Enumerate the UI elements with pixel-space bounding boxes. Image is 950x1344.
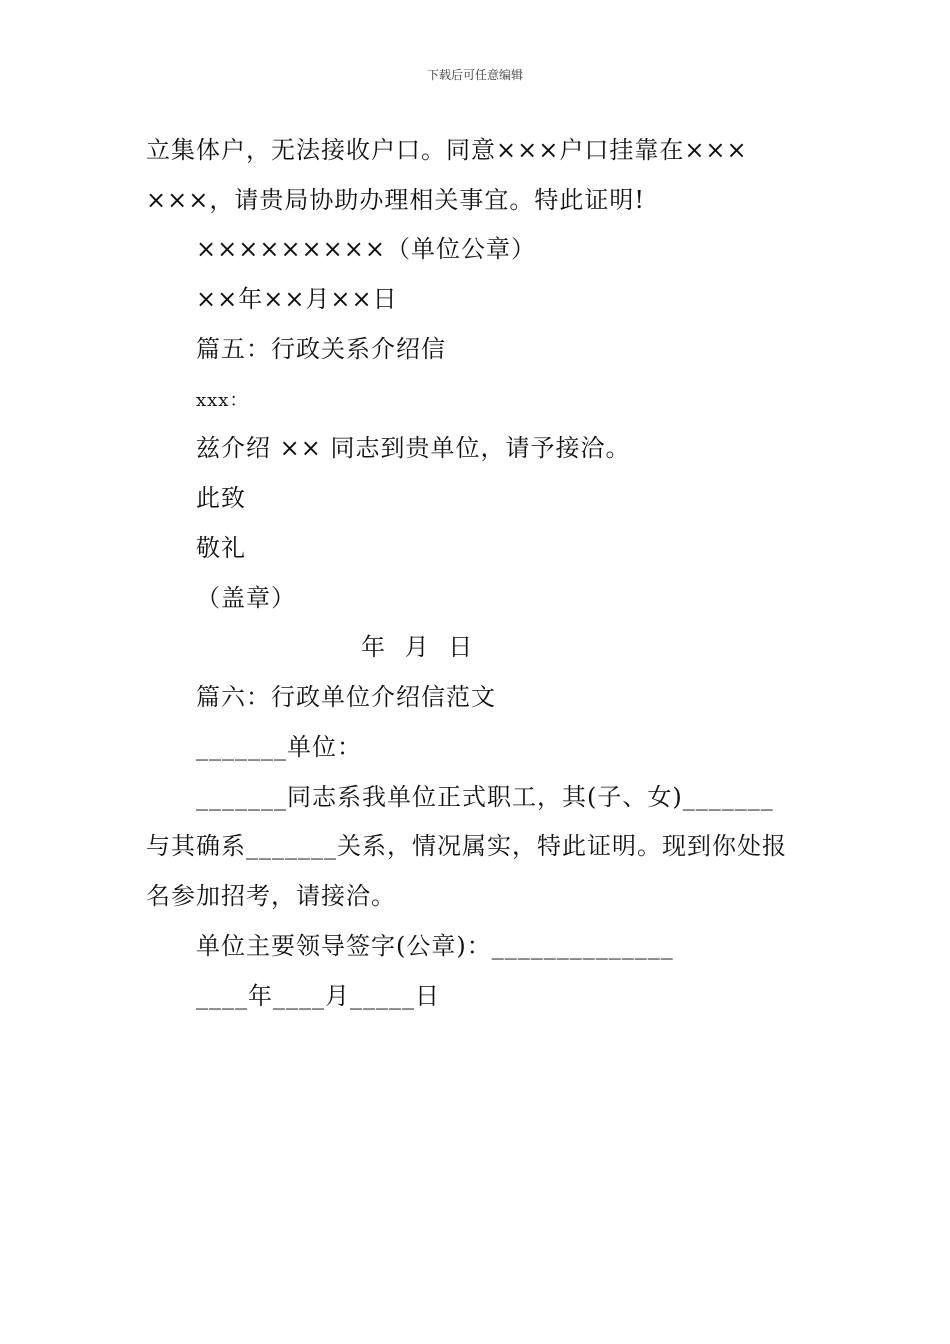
date-line: ____年____月_____日 [196, 982, 440, 1010]
closing-line: 敬礼 [196, 534, 246, 562]
date-line: ××年××月××日 [196, 285, 398, 313]
paragraph-line: 与其确系_______关系，情况属实，特此证明。现到你处报 [146, 832, 787, 860]
seal-line: （盖章） [196, 584, 296, 612]
signature-line: 单位主要领导签字(公章)：______________ [196, 932, 674, 960]
date-line: 年 月 日 [361, 633, 474, 661]
paragraph-line: 兹介绍 ×× 同志到贵单位，请予接洽。 [196, 434, 631, 462]
unit-seal-line: ×××××××××（单位公章） [196, 235, 536, 263]
section-title: 篇五：行政关系介绍信 [196, 335, 446, 363]
closing-line: 此致 [196, 484, 246, 512]
paragraph-line: 立集体户，无法接收户口。同意×××户口挂靠在××× [146, 136, 748, 164]
paragraph-line: 名参加招考，请接洽。 [146, 882, 396, 910]
section-title: 篇六：行政单位介绍信范文 [196, 683, 496, 711]
salutation: _______单位： [196, 733, 362, 761]
page-header: 下载后可任意编辑 [426, 68, 523, 82]
paragraph-line: ×××，请贵局协助办理相关事宜。特此证明! [146, 186, 645, 214]
salutation: xxx： [196, 390, 249, 411]
paragraph-line: _______同志系我单位正式职工，其(子、女)_______ [196, 783, 774, 811]
